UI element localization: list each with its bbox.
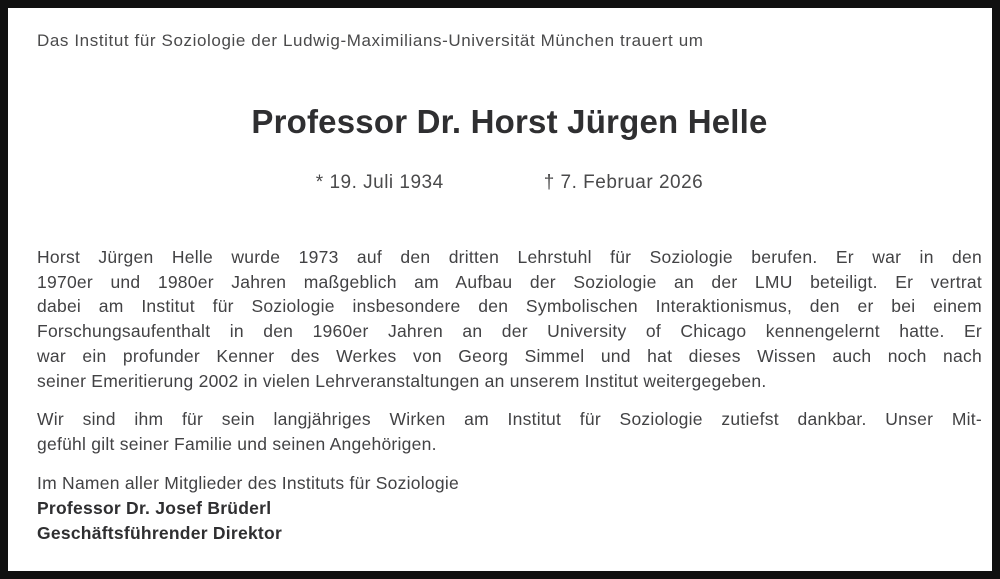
paragraph-line: Wir sind ihm für sein langjähriges Wirken am Institut für Soziologie zutiefst dankbar. Unser Mit-: [37, 409, 982, 430]
signature-name: Professor Dr. Josef Brüderl: [37, 497, 272, 518]
institution-intro-line: Das Institut für Soziologie der Ludwig-Maximilians-Universität München trauert um: [37, 31, 704, 50]
paragraph-line: Forschungsaufenthalt in den 1960er Jahren an der University of Chicago kennengelernt hatte. Er: [37, 321, 982, 342]
paragraph-line: 1970er und 1980er Jahren maßgeblich am Aufbau der Soziologie an der LMU beteiligt. Er vertrat: [37, 271, 982, 292]
paragraph-line: dabei am Institut für Soziologie insbesondere den Symbolischen Interaktionismus, den er bei einem: [37, 296, 982, 317]
paragraph-line: gefühl gilt seiner Familie und seinen Angehörigen.: [37, 433, 437, 454]
closing-block: [37, 471, 982, 546]
closing-line: Im Namen aller Mitglieder des Instituts für Soziologie: [37, 472, 460, 493]
paragraph-line: seiner Emeritierung 2002 in vielen Lehrveranstaltungen an unserem Institut weitergegeben.: [37, 370, 767, 391]
paragraph-line: war ein profunder Kenner des Werkes von Georg Simmel und hat dieses Wissen auch noch nach: [37, 345, 982, 366]
signature-role: Geschäftsführender Direktor: [37, 522, 283, 543]
obituary-paragraph-2: [37, 407, 982, 456]
death-date: † 7. Februar 2026: [543, 172, 704, 193]
paragraph-line: Horst Jürgen Helle wurde 1973 auf den dritten Lehrstuhl für Soziologie berufen. Er war in den: [37, 247, 982, 267]
birth-date: * 19. Juli 1934: [315, 172, 444, 193]
life-dates-row: [37, 169, 982, 196]
deceased-name-title: Professor Dr. Horst Jürgen Helle: [251, 103, 768, 140]
obituary-paragraph-1: [37, 245, 982, 393]
